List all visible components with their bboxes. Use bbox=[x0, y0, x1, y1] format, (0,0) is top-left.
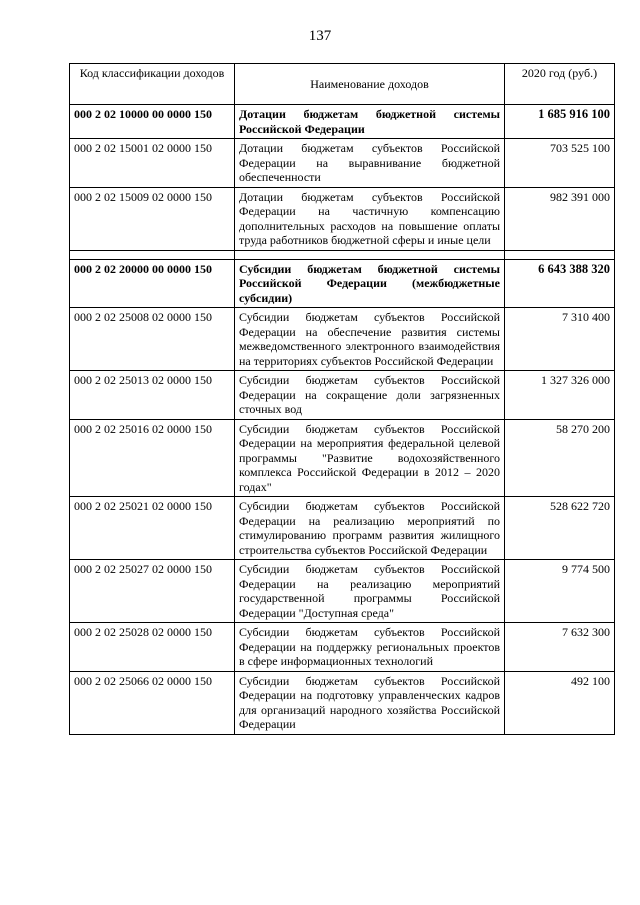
amount-cell: 7 632 300 bbox=[505, 623, 615, 672]
table-row bbox=[70, 671, 615, 734]
code-cell: 000 2 02 25028 02 0000 150 bbox=[70, 623, 235, 672]
amount-cell: 6 643 388 320 bbox=[505, 259, 615, 308]
code-cell: 000 2 02 25027 02 0000 150 bbox=[70, 560, 235, 623]
code-cell: 000 2 02 20000 00 0000 150 bbox=[70, 259, 235, 308]
code-cell: 000 2 02 15009 02 0000 150 bbox=[70, 187, 235, 250]
code-cell: 000 2 02 25013 02 0000 150 bbox=[70, 371, 235, 420]
table-body bbox=[70, 105, 615, 735]
table-header bbox=[70, 64, 615, 105]
table-row bbox=[70, 259, 615, 308]
name-cell: Субсидии бюджетам субъектов Российской Федерации на подготовку управленческих кадров для организаций народного хозяйства Российской Федерации bbox=[235, 671, 505, 734]
amount-cell: 7 310 400 bbox=[505, 308, 615, 371]
table-row bbox=[70, 497, 615, 560]
name-cell: Субсидии бюджетам субъектов Российской Федерации на мероприятия федеральной целевой программы "Развитие водохозяйственного комплекса Российской Федерации в 2012 – 2020 годах" bbox=[235, 419, 505, 497]
code-cell: 000 2 02 10000 00 0000 150 bbox=[70, 105, 235, 139]
table-row bbox=[70, 139, 615, 188]
spacer-cell bbox=[505, 250, 615, 259]
name-cell: Субсидии бюджетам субъектов Российской Федерации на реализацию мероприятий по стимулированию программ развития жилищного строительства субъектов Российской Федерации bbox=[235, 497, 505, 560]
name-cell: Субсидии бюджетам субъектов Российской Федерации на поддержку региональных проектов в сфере информационных технологий bbox=[235, 623, 505, 672]
amount-cell: 9 774 500 bbox=[505, 560, 615, 623]
amount-cell: 492 100 bbox=[505, 671, 615, 734]
table-row bbox=[70, 560, 615, 623]
name-cell: Дотации бюджетам бюджетной системы Российской Федерации bbox=[235, 105, 505, 139]
code-cell: 000 2 02 15001 02 0000 150 bbox=[70, 139, 235, 188]
code-cell: 000 2 02 25016 02 0000 150 bbox=[70, 419, 235, 497]
code-cell: 000 2 02 25021 02 0000 150 bbox=[70, 497, 235, 560]
name-cell: Субсидии бюджетам субъектов Российской Федерации на обеспечение развития системы межведомственного электронного взаимодействия на территориях субъектов Российской Федерации bbox=[235, 308, 505, 371]
page-number: 137 bbox=[308, 28, 332, 44]
code-cell: 000 2 02 25066 02 0000 150 bbox=[70, 671, 235, 734]
amount-cell: 58 270 200 bbox=[505, 419, 615, 497]
amount-cell: 703 525 100 bbox=[505, 139, 615, 188]
name-cell: Дотации бюджетам субъектов Российской Федерации на частичную компенсацию дополнительных расходов на повышение оплаты труда работников бюджетной сферы и иные цели bbox=[235, 187, 505, 250]
header-amount: 2020 год (руб.) bbox=[505, 64, 615, 105]
spacer-cell bbox=[235, 250, 505, 259]
name-cell: Субсидии бюджетам бюджетной системы Российской Федерации (межбюджетные субсидии) bbox=[235, 259, 505, 308]
row-spacer bbox=[70, 250, 615, 259]
table-row bbox=[70, 105, 615, 139]
amount-cell: 982 391 000 bbox=[505, 187, 615, 250]
header-name: Наименование доходов bbox=[235, 64, 505, 105]
amount-cell: 1 685 916 100 bbox=[505, 105, 615, 139]
revenue-table bbox=[69, 63, 615, 735]
header-code: Код классификации доходов bbox=[70, 64, 235, 105]
table-row bbox=[70, 187, 615, 250]
name-cell: Субсидии бюджетам субъектов Российской Федерации на реализацию мероприятий государственной программы Российской Федерации "Доступная среда" bbox=[235, 560, 505, 623]
amount-cell: 1 327 326 000 bbox=[505, 371, 615, 420]
table-row bbox=[70, 308, 615, 371]
code-cell: 000 2 02 25008 02 0000 150 bbox=[70, 308, 235, 371]
name-cell: Дотации бюджетам субъектов Российской Федерации на выравнивание бюджетной обеспеченности bbox=[235, 139, 505, 188]
table-row bbox=[70, 419, 615, 497]
amount-cell: 528 622 720 bbox=[505, 497, 615, 560]
spacer-cell bbox=[70, 250, 235, 259]
name-cell: Субсидии бюджетам субъектов Российской Федерации на сокращение доли загрязненных сточных вод bbox=[235, 371, 505, 420]
table-row bbox=[70, 623, 615, 672]
table-row bbox=[70, 371, 615, 420]
